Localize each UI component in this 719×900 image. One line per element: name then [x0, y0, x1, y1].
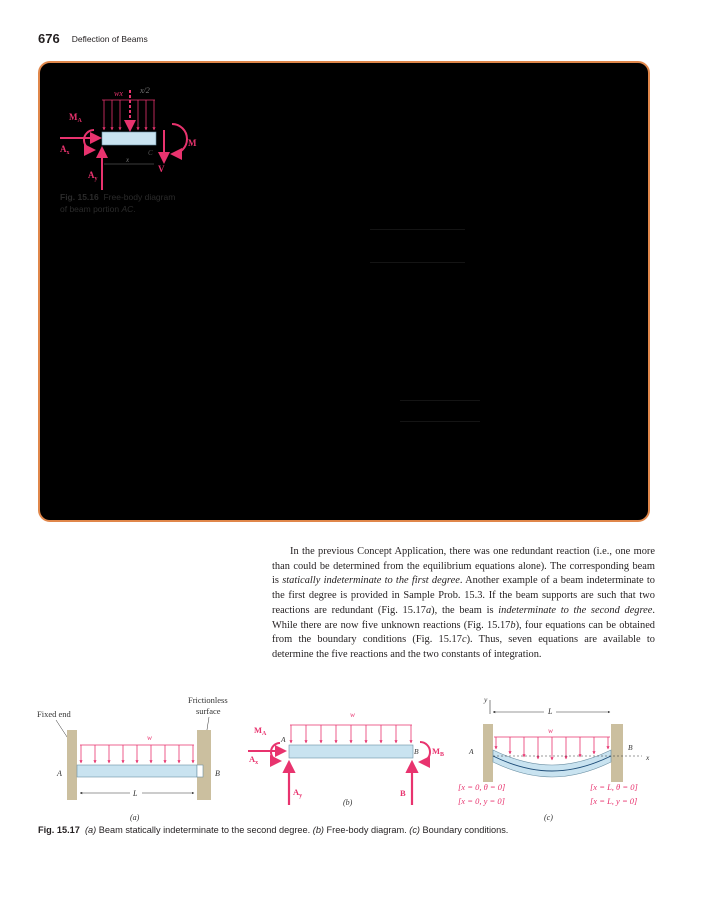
distributed-load-arrows-a — [81, 745, 193, 763]
l-label-c: L — [548, 707, 553, 716]
b-label-a: B — [215, 769, 220, 778]
body-paragraph: In the previous Concept Application, there was one redundant reaction (i.e., one more than could be determined from the equilibrium equations alone). The corresponding beam is statically indeterminate to the first degree. Another example of a beam indeterminate to the first degree is provided in Sample Prob. 15.3. If the beam supports are such that two reactions are redundant (Fig. 15.17a), the beam is indeterminate to the second degree. While there are now five unknown reactions (Fig. 15.17b), four equations can be obtained from the boundary conditions (Fig. 15.17c). Thus, seven equations are available to determine the five reactions and the two constants of integration. — [272, 546, 656, 660]
subfig-a-label: (a) — [130, 813, 140, 822]
bc-x0-y0: [x = 0, y = 0] — [458, 796, 505, 806]
wx-label: wx — [114, 89, 123, 98]
a-label-b: A — [281, 735, 286, 744]
x-label: x — [126, 156, 130, 164]
fig17-caption: Fig. 15.17 (a) Beam statically indeterminate to the second degree. (b) Free-body diagram. (c) Boundary conditions. — [38, 825, 509, 835]
fig17c-boundary-conditions — [458, 695, 650, 822]
faint-line — [370, 262, 465, 263]
fig17b-free-body-diagram — [248, 710, 444, 807]
b-label-c: B — [628, 743, 633, 752]
v-label: V — [158, 164, 165, 174]
y-axis-label-c: y — [484, 695, 488, 704]
moment-ma-arrow — [84, 130, 94, 150]
w-label-b: w — [350, 710, 356, 719]
bc-xl-theta0: [x = L, θ = 0] — [590, 782, 638, 792]
ma-label: $M_A$ — [69, 112, 82, 124]
x-axis-label-c: x — [646, 753, 650, 762]
frictionless-label-1: Frictionless — [188, 695, 228, 705]
faint-line — [400, 421, 480, 422]
bc-x0-theta0: [x = 0, θ = 0] — [458, 782, 506, 792]
b-label-b: B — [414, 747, 419, 756]
fig17a-beam-diagram — [37, 695, 228, 822]
fixed-end-label: Fixed end — [37, 709, 71, 719]
fixed-support-c — [483, 724, 493, 782]
subfig-c-label: (c) — [544, 813, 553, 822]
subfig-b-label: (b) — [343, 798, 353, 807]
fig16-caption: Fig. 15.16 Free-body diagram of beam portion AC. — [60, 192, 176, 214]
beam-a — [77, 765, 197, 777]
moment-m-arrow — [172, 124, 187, 154]
ax-label-b: $A_x$ — [249, 754, 259, 766]
page-header — [38, 30, 148, 50]
distributed-load-arrows-c — [496, 737, 608, 760]
ma-label-b: $M_A$ — [254, 725, 267, 737]
a-label-c: A — [469, 747, 474, 756]
fig17-diagrams — [34, 690, 664, 822]
ay-label-b: $A_y$ — [293, 787, 303, 799]
w-label-c: w — [548, 726, 554, 735]
l-label-a: L — [133, 789, 138, 798]
beam-portion-ac — [102, 132, 156, 145]
w-label-a: w — [147, 733, 153, 742]
roller-block — [197, 765, 203, 777]
faint-line — [370, 229, 465, 230]
x-half-label: x/2 — [140, 86, 150, 95]
fig16-free-body-diagram — [52, 82, 222, 192]
frictionless-label-2: surface — [196, 706, 221, 716]
beam-b — [289, 745, 413, 758]
faint-line — [400, 400, 480, 401]
distributed-load-arrows-b — [291, 725, 411, 743]
frictionless-support-c — [611, 724, 623, 782]
m-label: M — [188, 138, 197, 148]
running-title: Deflection of Beams — [71, 34, 148, 44]
b-reaction-label: B — [400, 788, 406, 798]
fixed-support-a — [67, 730, 77, 800]
page-number: 676 — [38, 31, 60, 46]
mb-label-b: $M_B$ — [432, 746, 445, 758]
bc-xl-y0: [x = L, y = 0] — [590, 796, 638, 806]
moment-mb-b — [420, 742, 430, 762]
ax-label: $A_x$ — [60, 144, 70, 156]
ay-label: $A_y$ — [88, 170, 98, 182]
a-label-a: A — [57, 769, 62, 778]
c-label: C — [148, 149, 153, 157]
